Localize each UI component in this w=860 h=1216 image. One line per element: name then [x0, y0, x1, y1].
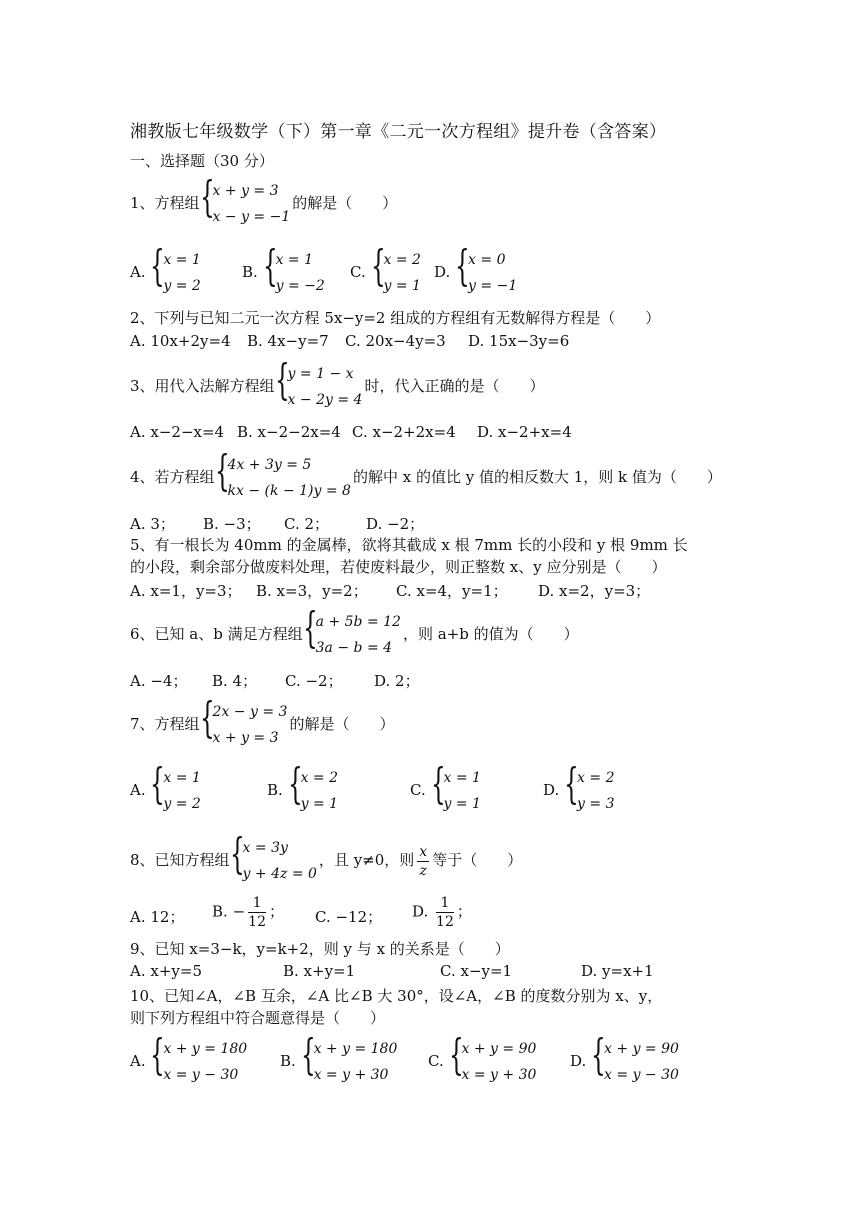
question-2: 2、下列与已知二元一次方程 5x−y=2 组成的方程组有无数解得方程是（ ）	[130, 309, 661, 327]
option-a[interactable]: A. x+y=5	[130, 962, 202, 980]
option-b[interactable]: B. x−2−2x=4	[237, 423, 341, 441]
question-6: 6、已知 a、b 满足方程组 { a + 5b = 12 3a − b = 4 ，则 a+b 的值为（ ）	[130, 609, 579, 661]
option-a[interactable]: A. −4；	[130, 672, 188, 690]
question-10-line-2: 则下列方程组中符合题意得是（ ）	[130, 1009, 386, 1027]
option-c[interactable]: C. x=4，y=1；	[396, 582, 508, 600]
option-a[interactable]: A. 10x+2y=4	[130, 332, 231, 350]
option-d[interactable]: D. 15x−3y=6	[468, 332, 570, 350]
question-5-line-1: 5、有一根长为 40mm 的金属棒，欲将其截成 x 根 7mm 长的小段和 y 根 9mm 长	[130, 536, 688, 554]
option-c[interactable]: C. { x + y = 90 x = y + 30	[428, 1036, 538, 1088]
option-c[interactable]: C. { x = 1 y = 1	[410, 765, 483, 817]
question-4: 4、若方程组 { 4x + 3y = 5 kx − (k − 1)y = 8 的解中 x 的值比 y 值的相反数大 1，则 k 值为（ ）	[130, 452, 722, 504]
option-a[interactable]: A. { x = 1 y = 2	[130, 765, 203, 817]
question-7: 7、方程组 { 2x − y = 3 x + y = 3 的解是（ ）	[130, 699, 394, 751]
fraction: $\frac{x}{z}$	[419, 843, 428, 879]
option-c[interactable]: C. x−y=1	[440, 962, 513, 980]
equation-system: { 4x + 3y = 5 kx − (k − 1)y = 8	[217, 452, 351, 504]
option-b[interactable]: B. 4x−y=7	[247, 332, 329, 350]
option-b[interactable]: B. − $\frac{1}{12}$ ；	[212, 895, 284, 930]
option-d[interactable]: D. x−2+x=4	[477, 423, 572, 441]
option-c[interactable]: C. { x = 2 y = 1	[350, 247, 423, 299]
document-title: 湘教版七年级数学（下）第一章《二元一次方程组》提升卷（含答案）	[130, 122, 667, 142]
question-10-line-1: 10、已知∠A，∠B 互余，∠A 比∠B 大 30°，设∠A，∠B 的度数分别为 x、y，	[130, 987, 663, 1005]
option-d[interactable]: D. { x = 2 y = 3	[543, 765, 617, 817]
option-b[interactable]: B. −3；	[203, 515, 261, 533]
option-c[interactable]: C. x−2+2x=4	[352, 423, 456, 441]
option-a[interactable]: A. 12；	[130, 908, 185, 926]
option-d[interactable]: D. −2；	[366, 515, 425, 533]
option-b[interactable]: B. { x = 1 y = −2	[242, 247, 327, 299]
question-text: 1、方程组	[130, 194, 200, 212]
question-8: 8、已知方程组 { x = 3y y + 4z = 0 ，且 y≠0，则 $\frac{x}{z}$ 等于（ ）	[130, 835, 522, 887]
option-d[interactable]: D. y=x+1	[581, 962, 654, 980]
option-a[interactable]: A. { x + y = 180 x = y − 30	[130, 1036, 249, 1088]
equation-system: { x = 3y y + 4z = 0	[232, 835, 317, 887]
equation-system: { 2x − y = 3 x + y = 3	[202, 699, 288, 751]
option-d[interactable]: D. 2；	[374, 672, 420, 690]
option-c[interactable]: C. 20x−4y=3	[345, 332, 446, 350]
question-3: 3、用代入法解方程组 { y = 1 − x x − 2y = 4 时，代入正确的是（ ）	[130, 361, 544, 413]
option-a[interactable]: A. x−2−x=4	[130, 423, 225, 441]
equation-system: { a + 5b = 12 3a − b = 4	[305, 609, 401, 661]
option-b[interactable]: B. x=3，y=2；	[256, 582, 368, 600]
option-b[interactable]: B. { x + y = 180 x = y + 30	[280, 1036, 399, 1088]
option-c[interactable]: C. −2；	[285, 672, 343, 690]
equation-system: { x + y = 3 x − y = −1	[202, 178, 291, 230]
option-b[interactable]: B. { x = 2 y = 1	[267, 765, 340, 817]
option-a[interactable]: A. 3；	[130, 515, 175, 533]
option-d[interactable]: D. { x = 0 y = −1	[434, 247, 519, 299]
option-b[interactable]: B. x+y=1	[283, 962, 356, 980]
option-d[interactable]: D. x=2，y=3；	[538, 582, 651, 600]
option-c[interactable]: C. −12；	[315, 908, 383, 926]
option-a[interactable]: A. { x = 1 y = 2	[130, 247, 203, 299]
option-d[interactable]: D. { x + y = 90 x = y − 30	[570, 1036, 681, 1088]
question-5-line-2: 的小段，剩余部分做废料处理，若使废料最少，则正整数 x、y 应分别是（ ）	[130, 558, 667, 576]
question-1: 1、方程组 { x + y = 3 x − y = −1 的解是（ ）	[130, 178, 397, 230]
section-heading: 一、选择题（30 分）	[130, 152, 274, 170]
equation-system: { y = 1 − x x − 2y = 4	[277, 361, 363, 413]
option-b[interactable]: B. 4；	[212, 672, 258, 690]
option-a[interactable]: A. x=1，y=3；	[130, 582, 242, 600]
option-c[interactable]: C. 2；	[284, 515, 330, 533]
option-d[interactable]: D. $\frac{1}{12}$ ；	[412, 895, 472, 930]
question-9: 9、已知 x=3−k，y=k+2，则 y 与 x 的关系是（ ）	[130, 940, 510, 958]
